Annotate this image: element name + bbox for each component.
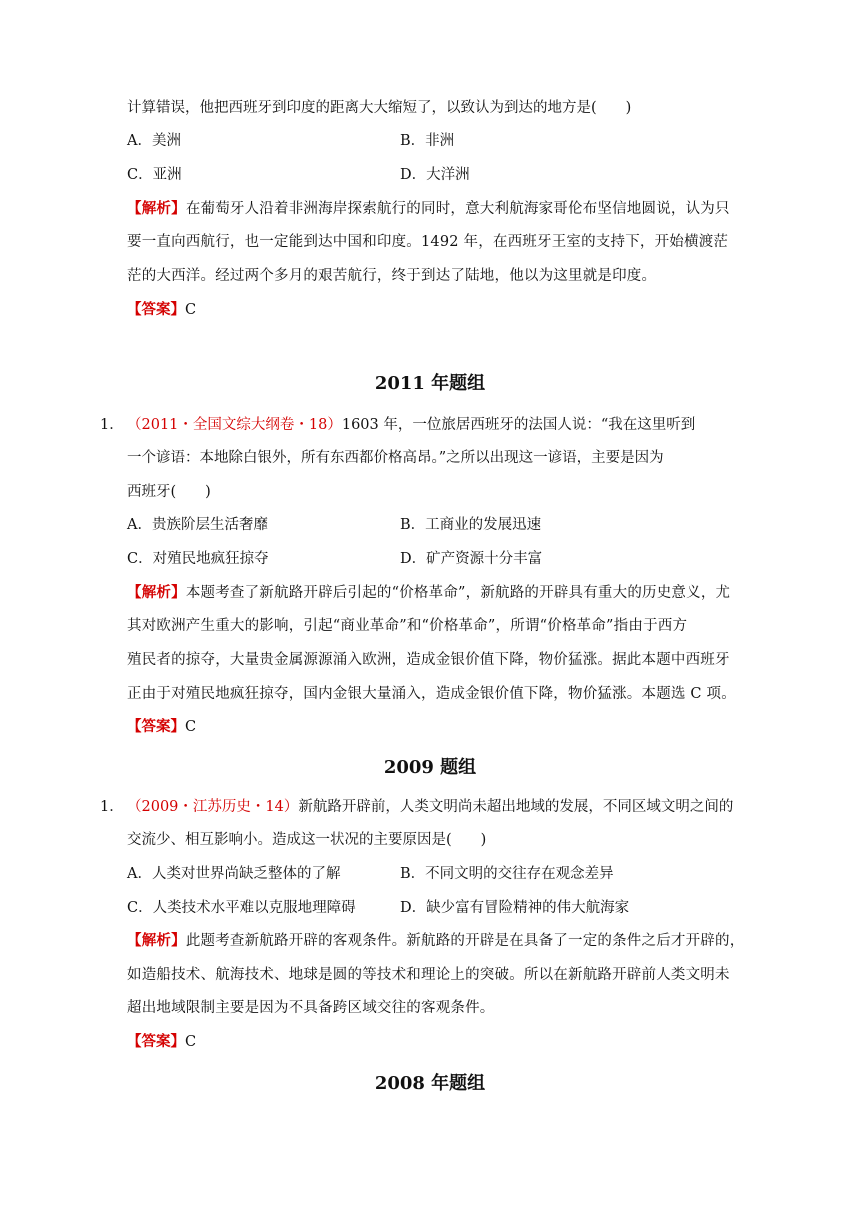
analysis-line: 其对欧洲产生重大的影响，引起“商业革命”和“价格革命”，所谓“价格革命”指由于西方: [127, 618, 688, 634]
section-heading-2011: 2011 年题组: [374, 373, 486, 394]
question-line: 交流少、相互影响小。造成这一状况的主要原因是( ): [127, 832, 487, 848]
question-line: 西班牙( ): [127, 484, 211, 500]
option-c: C．人类技术水平难以克服地理障碍: [127, 900, 356, 916]
analysis-label: 【解析】: [127, 200, 186, 217]
question-line: [127, 797, 733, 817]
analysis-line: 殖民者的掠夺，大量贵金属源源涌入欧洲，造成金银价值下降，物价猛涨。据此本题中西班牙: [127, 652, 730, 668]
option-c: C．亚洲: [127, 167, 182, 183]
analysis-text: 在葡萄牙人沿着非洲海岸探索航行的同时，意大利航海家哥伦布坚信地圆说，认为只: [185, 201, 730, 217]
question-text: 计算错误，他把西班牙到印度的距离大大缩短了，以致认为到达的地方是( ): [127, 100, 632, 116]
analysis-line: [127, 199, 730, 219]
analysis-line: [127, 583, 730, 603]
analysis-line: 如造船技术、航海技术、地球是圆的等技术和理论上的突破。所以在新航路开辟前人类文明未: [127, 967, 730, 983]
answer-label: 【答案】: [127, 1033, 185, 1050]
analysis-line: 茫的大西洋。经过两个多月的艰苦航行，终于到达了陆地，他以为这里就是印度。: [127, 268, 657, 284]
section-heading-2008: 2008 年题组: [374, 1073, 486, 1094]
answer-value: C: [185, 302, 197, 318]
question-line: 一个谚语：本地除白银外，所有东西都价格高昂。”之所以出现这一谚语，主要是因为: [127, 450, 664, 466]
option-b: B．工商业的发展迅速: [400, 517, 542, 533]
question-text: 新航路开辟前，人类文明尚未超出地域的发展，不同区域文明之间的: [298, 799, 734, 815]
analysis-text: 此题考查新航路开辟的客观条件。新航路的开辟是在具备了一定的条件之后才开辟的，: [185, 933, 745, 949]
analysis-text: 本题考查了新航路开辟后引起的“价格革命”，新航路的开辟具有重大的历史意义，尤: [185, 585, 731, 601]
analysis-line: 正由于对殖民地疯狂掠夺，国内金银大量涌入，造成金银价值下降，物价猛涨。本题选 C 项。: [127, 686, 736, 702]
option-b: B．不同文明的交往存在观念差异: [400, 866, 614, 882]
question-source: （2009・江苏历史・14）: [127, 799, 299, 815]
question-number: 1．: [100, 417, 124, 433]
option-d: D．大洋洲: [400, 167, 470, 183]
answer-value: C: [185, 719, 197, 735]
analysis-line: 要一直向西航行，也一定能到达中国和印度。1492 年，在西班牙王室的支持下，开始横渡茫: [127, 234, 729, 250]
section-heading-2009: 2009 题组: [383, 757, 477, 778]
option-a: A．贵族阶层生活奢靡: [127, 517, 268, 533]
option-a: A．人类对世界尚缺乏整体的了解: [127, 866, 341, 882]
answer-line: [127, 1032, 196, 1052]
answer-line: [127, 717, 196, 737]
question-source: （2011・全国文综大纲卷・18）: [127, 417, 342, 433]
option-b: B．非洲: [400, 133, 455, 149]
option-d: D．矿产资源十分丰富: [400, 551, 543, 567]
analysis-label: 【解析】: [127, 932, 186, 949]
analysis-line: 超出地域限制主要是因为不具备跨区域交往的客观条件。: [127, 1000, 495, 1016]
answer-label: 【答案】: [127, 718, 185, 735]
question-text: 1603 年，一位旅居西班牙的法国人说：“我在这里听到: [341, 417, 696, 433]
option-d: D．缺少富有冒险精神的伟大航海家: [400, 900, 630, 916]
answer-label: 【答案】: [127, 301, 185, 318]
question-line: [127, 415, 695, 435]
option-a: A．美洲: [127, 133, 181, 149]
analysis-label: 【解析】: [127, 584, 186, 601]
option-c: C．对殖民地疯狂掠夺: [127, 551, 269, 567]
analysis-line: [127, 931, 744, 951]
answer-value: C: [185, 1034, 197, 1050]
question-number: 1．: [100, 799, 124, 815]
answer-line: [127, 300, 196, 320]
